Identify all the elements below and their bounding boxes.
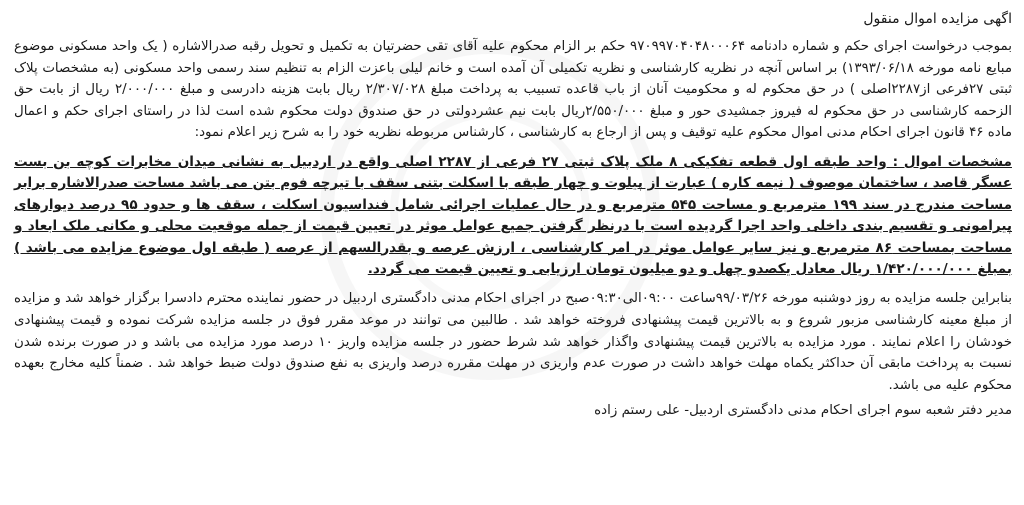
property-specs-paragraph: مشخصات اموال : واحد طبقه اول قطعه تفکیکی ۸ ملک پلاک ثبتی ۲۷ فرعی از ۲۲۸۷ اصلی واقع در اردبیل به نشانی میدان مخابرات کوچه بن بست عسگر قاصد ، ساختمان موصوف ( نیمه کاره ) عبارت از پیلوت و چهار طبقه با اسکلت بتنی سقف با تیرچه فوم بتن می باشد مساحت صدرالاشاره برابر مساحت مندرج در سند ۱۹۹ مترمربع و مساحت ۵۴۵ مترمربع و در حال عملیات اجرائی شامل فنداسیون اسکلت ، سقف ها و حدود ۹۵ درصد دیوارهای پیرامونی و تقسیم بندی داخلی واحد اجرا گردیده است با درنظر گرفتن جمیع عوامل موثر در تعیین قیمت از جمله موقعیت محلی و مکانی ملک ابعاد و مساحت بمساحت ۸۶ مترمربع و نیز سایر عوامل موثر در امر کارشناسی ، ارزش عرصه و بقدرالسهم از عرصه ( طبقه اول موضوع مزایده می باشد ) بمبلغ ۱/۴۲۰/۰۰۰/۰۰۰ ریال معادل یکصدو چهل و دو میلیون تومان ارزیابی و تعیین قیمت می گردد.	[14, 153, 1012, 277]
document-title: اگهی مزایده اموال منقول	[863, 11, 1012, 27]
intro-paragraph: بموجب درخواست اجرای حکم و شماره دادنامه ۹۷۰۹۹۷۰۴۰۴۸۰۰۰۶۴ حکم بر الزام محکوم علیه آقای تقی حضرتیان به تکمیل و تحویل رقبه صدرالاشاره ( یک واحد مسکونی موضوع مبایع نامه مورخه ۱۳۹۳/۰۶/۱۸) بر اساس آنچه در نظریه کارشناسی و نظریه تکمیلی آن آمده است و خانم لیلی باعزت الزام به تنظیم سند رسمی واحد مسکونی (به مشخصات پلاک ثبتی ۲۷فرعی از۲۲۸۷اصلی ) در حق محکوم له و محکومیت آنان از باب قاعده تسبیب به پرداخت مبلغ ۲/۳۰۷/۰۲۸ ریال بابت هزینه دادرسی و مبلغ ۲/۰۰۰/۰۰۰ ریال از بابت حق الزحمه کارشناسی در حق محکوم له فیروز جمشیدی حور و مبلغ ۲/۵۵۰/۰۰۰ریال بابت نیم عشردولتی در حق صندوق دولت محکوم شده است لذا در راستای اجرای حکم و اعمال ماده ۴۶ قانون اجرای احکام مدنی اموال محکوم علیه توقیف و پس از ارجاع به کارشناسی ، کارشناس مربوطه نظریه خود را به شرح زیر اعلام نمود:	[14, 39, 1012, 141]
signature-line: مدیر دفتر شعبه سوم اجرای احکام مدنی دادگستری اردبیل- علی رستم زاده	[594, 403, 1012, 419]
auction-details-paragraph: بنابراین جلسه مزایده به روز دوشنبه مورخه ۹۹/۰۳/۲۶ساعت ۰۹:۰۰الی۰۹:۳۰صبح در اجرای احکام مدنی دادگستری اردبیل در حضور نماینده محترم دادسرا برگزار خواهد شد و مزایده از مبلغ معینه کارشناسی مزبور شروع و به بالاترین قیمت پیشنهادی فروخته خواهد شد . طالبین می توانند در موعد مقرر فوق در جلسه مزایده شرکت نموده و قیمت پیشنهادی خودشان را اعلام نمایند . مورد مزایده به بالاترین قیمت پیشنهادی واگذار خواهد شد شرط حضور در جلسه مزایده واریز ۱۰ درصد مورد مزایده می باشد و در صورت برنده شدن نسبت به پرداخت مابقی آن حداکثر یکماه مهلت خواهد داشت در صورت عدم واریزی در مهلت مقرره درصد واریزی به نفع صندوق دولت ضبط خواهد شد . ضمناً کلیه مخارج بعهده محکوم علیه می باشد.	[14, 291, 1012, 393]
